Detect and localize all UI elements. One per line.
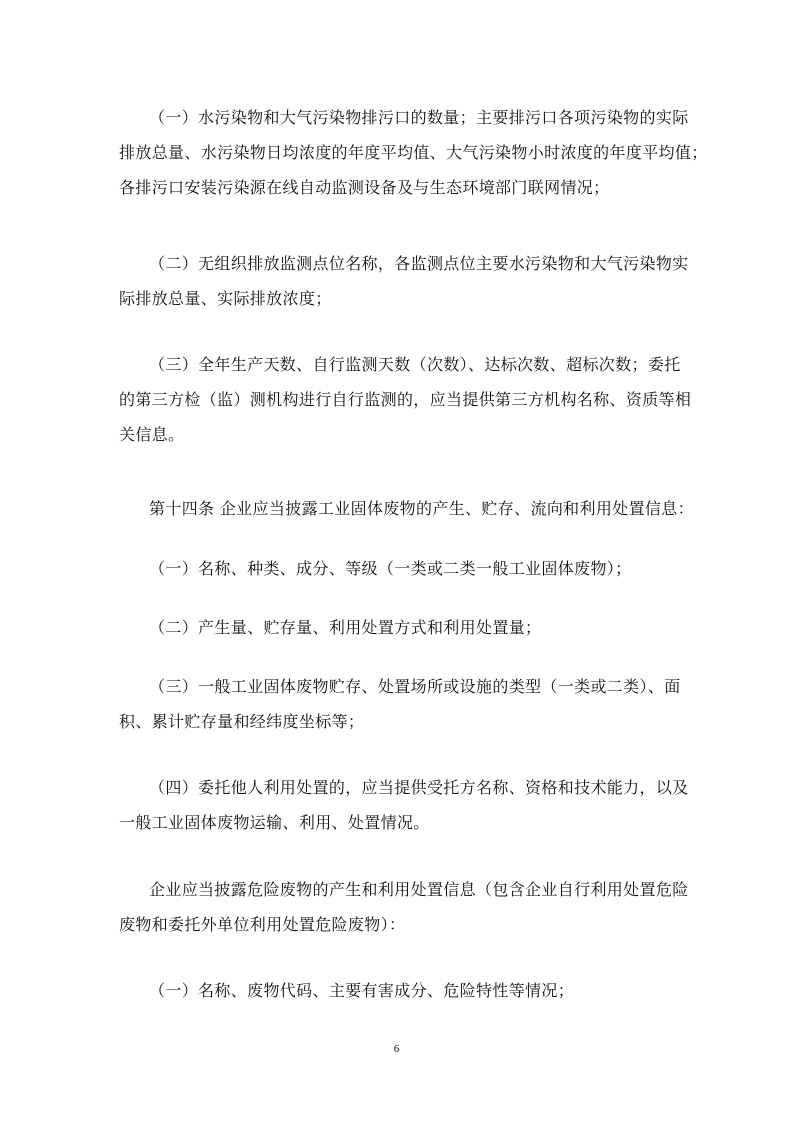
text-line: 际排放总量、实际排放浓度； <box>119 289 332 308</box>
paragraph-item-2-unorganized-emissions <box>119 246 689 316</box>
paragraph-solid-waste-item-3 <box>119 669 679 739</box>
paragraph-item-1-emissions <box>119 100 708 205</box>
paragraph-solid-waste-item-1 <box>119 551 679 586</box>
paragraph-hazardous-waste-item-1 <box>119 973 679 1008</box>
paragraph-solid-waste-item-4 <box>119 770 689 840</box>
text-line: 各排污口安装污染源在线自动监测设备及与生态环境部门联网情况； <box>119 178 610 197</box>
text-line: （一）名称、废物代码、主要有害成分、危险特性等情况； <box>149 981 575 1000</box>
text-line: （四）委托他人利用处置的，应当提供受托方名称、资格和技术能力，以及 <box>149 778 689 797</box>
text-line: 第十四条 企业应当披露工业固体废物的产生、贮存、流向和利用处置信息： <box>149 499 694 518</box>
text-line: （一）水污染物和大气污染物排污口的数量；主要排污口各项污染物的实际 <box>149 108 689 127</box>
text-line: 积、累计贮存量和经纬度坐标等； <box>119 712 365 731</box>
paragraph-article-14 <box>119 491 694 526</box>
text-line: 的第三方检（监）测机构进行自行监测的，应当提供第三方机构名称、资质等相 <box>119 390 692 409</box>
text-line: 一般工业固体废物运输、利用、处置情况。 <box>119 813 430 832</box>
paragraph-solid-waste-item-2 <box>119 610 679 645</box>
text-line: （三）一般工业固体废物贮存、处置场所或设施的类型（一类或二类）、面 <box>149 677 681 696</box>
paragraph-item-3-monitoring <box>119 347 692 452</box>
text-line: 关信息。 <box>119 425 185 444</box>
text-line: 企业应当披露危险废物的产生和利用处置信息（包含企业自行利用处置危险 <box>149 880 689 899</box>
text-line: 废物和委托外单位利用处置危险废物）： <box>119 915 406 934</box>
text-line: 排放总量、水污染物日均浓度的年度平均值、大气污染物小时浓度的年度平均值； <box>119 143 708 162</box>
text-line: （二）产生量、贮存量、利用处置方式和利用处置量； <box>149 618 542 637</box>
text-line: （三）全年生产天数、自行监测天数（次数）、达标次数、超标次数；委托 <box>149 355 681 374</box>
text-line: （二）无组织排放监测点位名称，各监测点位主要水污染物和大气污染物实 <box>149 254 689 273</box>
page-number: 6 <box>393 1043 400 1055</box>
paragraph-hazardous-waste-intro <box>119 872 689 942</box>
text-line: （一）名称、种类、成分、等级（一类或二类一般工业固体废物）； <box>149 559 632 578</box>
